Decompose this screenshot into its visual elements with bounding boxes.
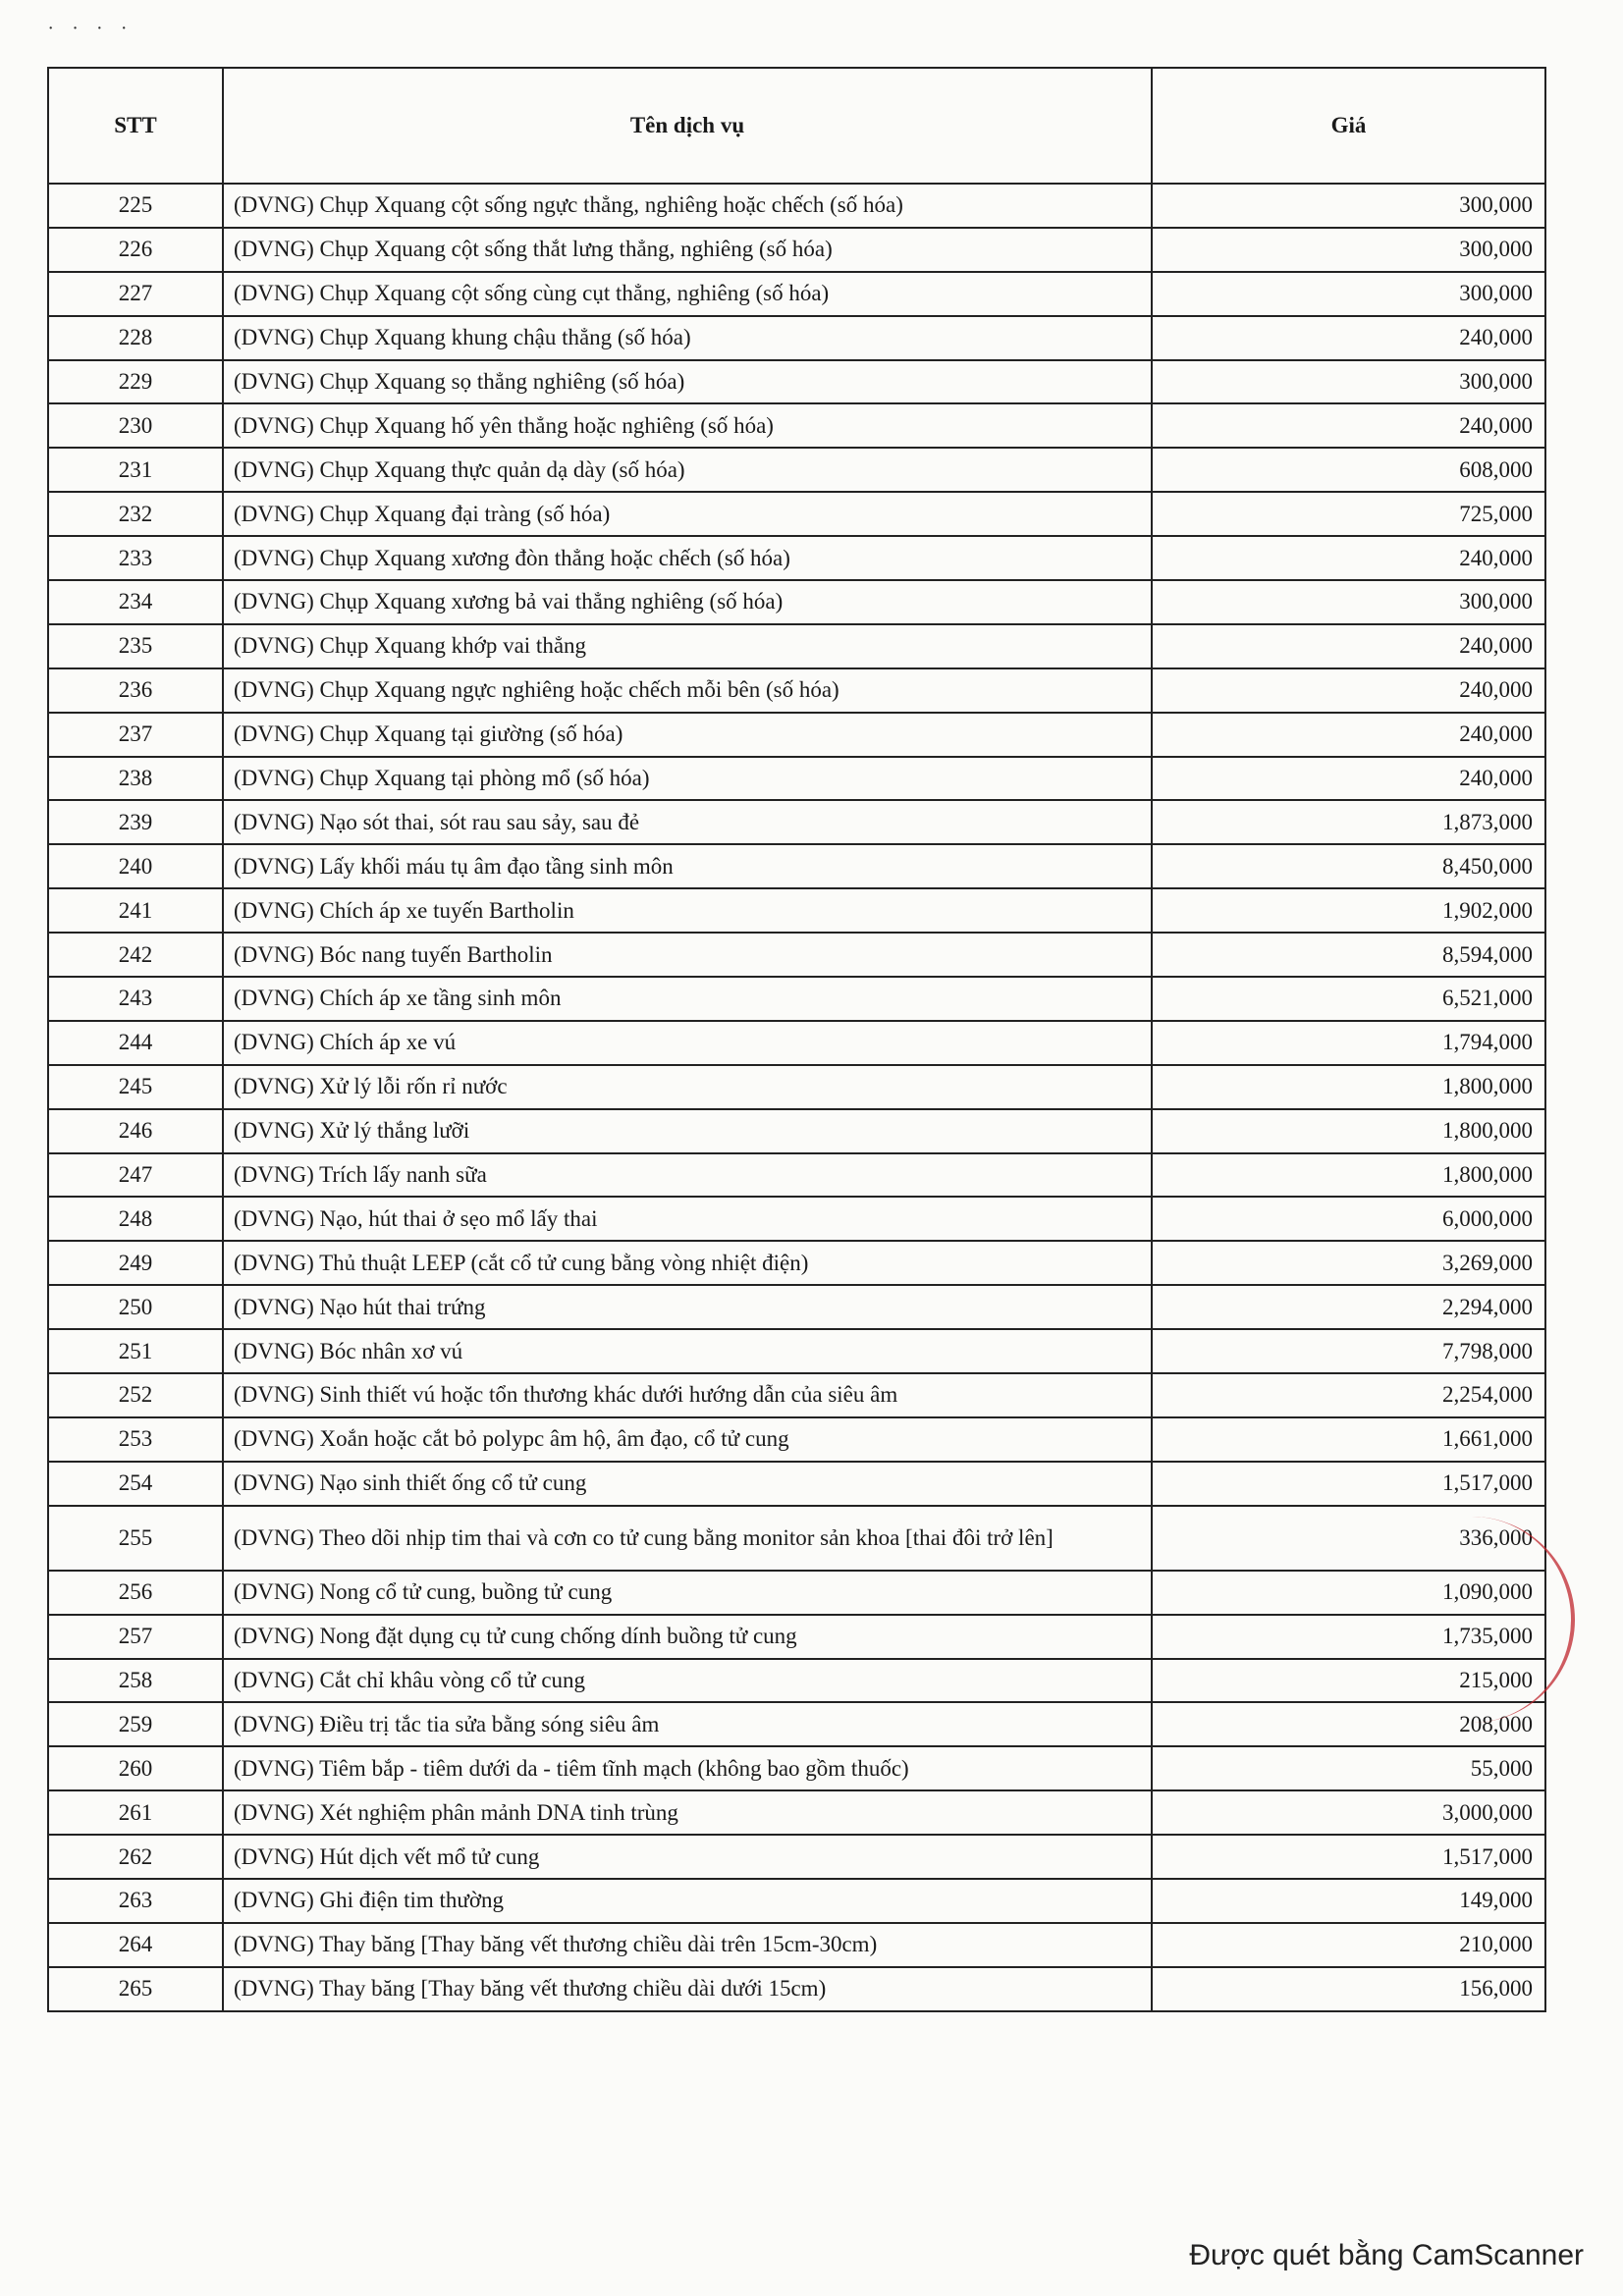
row-price: 8,450,000 xyxy=(1152,844,1545,888)
camscanner-watermark: Được quét bằng CamScanner xyxy=(1189,2239,1584,2271)
row-service-name: (DVNG) Chích áp xe tầng sinh môn xyxy=(223,977,1152,1021)
table-row xyxy=(48,448,1545,492)
row-price: 1,800,000 xyxy=(1152,1065,1545,1109)
row-service-name: (DVNG) Nạo sót thai, sót rau sau sảy, sau đẻ xyxy=(223,800,1152,844)
table-row xyxy=(48,624,1545,668)
table-row xyxy=(48,1373,1545,1417)
row-stt: 228 xyxy=(48,316,223,360)
table-row xyxy=(48,933,1545,977)
table-row xyxy=(48,1835,1545,1879)
row-stt: 264 xyxy=(48,1923,223,1967)
row-service-name: (DVNG) Điều trị tắc tia sửa bằng sóng siêu âm xyxy=(223,1702,1152,1746)
table-row xyxy=(48,1790,1545,1835)
row-service-name: (DVNG) Chụp Xquang thực quản dạ dày (số hóa) xyxy=(223,448,1152,492)
row-price: 3,269,000 xyxy=(1152,1241,1545,1285)
table-row xyxy=(48,713,1545,757)
row-service-name: (DVNG) Chụp Xquang tại giường (số hóa) xyxy=(223,713,1152,757)
table-row xyxy=(48,1571,1545,1615)
table-row xyxy=(48,888,1545,933)
table-row xyxy=(48,1329,1545,1373)
row-stt: 247 xyxy=(48,1153,223,1198)
table-row xyxy=(48,184,1545,228)
table-body xyxy=(48,184,1545,2011)
row-service-name: (DVNG) Ghi điện tim thường xyxy=(223,1879,1152,1923)
table-row xyxy=(48,1923,1545,1967)
row-price: 55,000 xyxy=(1152,1746,1545,1790)
row-service-name: (DVNG) Chích áp xe vú xyxy=(223,1021,1152,1065)
row-service-name: (DVNG) Bóc nhân xơ vú xyxy=(223,1329,1152,1373)
row-stt: 245 xyxy=(48,1065,223,1109)
row-service-name: (DVNG) Thay băng [Thay băng vết thương chiều dài dưới 15cm) xyxy=(223,1967,1152,2011)
row-stt: 225 xyxy=(48,184,223,228)
table-row xyxy=(48,1417,1545,1462)
row-stt: 240 xyxy=(48,844,223,888)
row-price: 725,000 xyxy=(1152,492,1545,536)
row-stt: 243 xyxy=(48,977,223,1021)
header-price: Giá xyxy=(1152,68,1545,184)
row-stt: 250 xyxy=(48,1285,223,1329)
row-price: 1,873,000 xyxy=(1152,800,1545,844)
row-service-name: (DVNG) Thay băng [Thay băng vết thương chiều dài trên 15cm-30cm) xyxy=(223,1923,1152,1967)
row-price: 7,798,000 xyxy=(1152,1329,1545,1373)
row-stt: 253 xyxy=(48,1417,223,1462)
row-price: 3,000,000 xyxy=(1152,1790,1545,1835)
row-stt: 248 xyxy=(48,1197,223,1241)
row-price: 240,000 xyxy=(1152,668,1545,713)
row-service-name: (DVNG) Xử lý lỗi rốn rỉ nước xyxy=(223,1065,1152,1109)
row-stt: 258 xyxy=(48,1659,223,1703)
table-row xyxy=(48,668,1545,713)
row-stt: 265 xyxy=(48,1967,223,2011)
row-stt: 254 xyxy=(48,1462,223,1506)
row-stt: 251 xyxy=(48,1329,223,1373)
row-stt: 262 xyxy=(48,1835,223,1879)
row-service-name: (DVNG) Chụp Xquang cột sống cùng cụt thẳng, nghiêng (số hóa) xyxy=(223,272,1152,316)
table-row xyxy=(48,228,1545,272)
row-stt: 236 xyxy=(48,668,223,713)
row-service-name: (DVNG) Theo dõi nhịp tim thai và cơn co tử cung bằng monitor sản khoa [thai đôi trở lên] xyxy=(223,1506,1152,1571)
row-stt: 255 xyxy=(48,1506,223,1571)
table-row xyxy=(48,492,1545,536)
row-stt: 226 xyxy=(48,228,223,272)
row-service-name: (DVNG) Chụp Xquang hố yên thẳng hoặc nghiêng (số hóa) xyxy=(223,403,1152,448)
row-price: 300,000 xyxy=(1152,580,1545,624)
row-stt: 260 xyxy=(48,1746,223,1790)
row-stt: 237 xyxy=(48,713,223,757)
row-stt: 241 xyxy=(48,888,223,933)
row-price: 1,735,000 xyxy=(1152,1615,1545,1659)
row-stt: 232 xyxy=(48,492,223,536)
row-service-name: (DVNG) Chụp Xquang sọ thẳng nghiêng (số hóa) xyxy=(223,360,1152,404)
header-stt: STT xyxy=(48,68,223,184)
row-service-name: (DVNG) Nạo, hút thai ở sẹo mổ lấy thai xyxy=(223,1197,1152,1241)
row-stt: 249 xyxy=(48,1241,223,1285)
table-header-row xyxy=(48,68,1545,184)
row-stt: 257 xyxy=(48,1615,223,1659)
red-stamp-mark xyxy=(1463,1517,1575,1723)
row-service-name: (DVNG) Xét nghiệm phân mảnh DNA tinh trùng xyxy=(223,1790,1152,1835)
row-stt: 230 xyxy=(48,403,223,448)
header-service-name: Tên dịch vụ xyxy=(223,68,1152,184)
row-service-name: (DVNG) Chụp Xquang cột sống thắt lưng thẳng, nghiêng (số hóa) xyxy=(223,228,1152,272)
table-row xyxy=(48,1021,1545,1065)
row-service-name: (DVNG) Tiêm bắp - tiêm dưới da - tiêm tĩnh mạch (không bao gồm thuốc) xyxy=(223,1746,1152,1790)
row-price: 300,000 xyxy=(1152,272,1545,316)
row-stt: 227 xyxy=(48,272,223,316)
row-price: 1,800,000 xyxy=(1152,1109,1545,1153)
table-row xyxy=(48,1659,1545,1703)
row-stt: 239 xyxy=(48,800,223,844)
row-price: 208,000 xyxy=(1152,1702,1545,1746)
row-price: 1,800,000 xyxy=(1152,1153,1545,1198)
table-row xyxy=(48,1241,1545,1285)
row-stt: 259 xyxy=(48,1702,223,1746)
table-row xyxy=(48,1109,1545,1153)
row-service-name: (DVNG) Chụp Xquang ngực nghiêng hoặc chếch mỗi bên (số hóa) xyxy=(223,668,1152,713)
row-price: 240,000 xyxy=(1152,624,1545,668)
row-price: 336,000 xyxy=(1152,1506,1545,1571)
row-price: 240,000 xyxy=(1152,403,1545,448)
row-service-name: (DVNG) Chụp Xquang cột sống ngực thẳng, nghiêng hoặc chếch (số hóa) xyxy=(223,184,1152,228)
table-row xyxy=(48,1285,1545,1329)
row-price: 210,000 xyxy=(1152,1923,1545,1967)
row-stt: 246 xyxy=(48,1109,223,1153)
table-row xyxy=(48,360,1545,404)
row-service-name: (DVNG) Thủ thuật LEEP (cắt cổ tử cung bằng vòng nhiệt điện) xyxy=(223,1241,1152,1285)
row-service-name: (DVNG) Nạo hút thai trứng xyxy=(223,1285,1152,1329)
table-row xyxy=(48,403,1545,448)
row-stt: 238 xyxy=(48,757,223,801)
row-stt: 234 xyxy=(48,580,223,624)
row-price: 1,517,000 xyxy=(1152,1462,1545,1506)
row-stt: 235 xyxy=(48,624,223,668)
row-price: 1,661,000 xyxy=(1152,1417,1545,1462)
row-stt: 261 xyxy=(48,1790,223,1835)
row-price: 6,000,000 xyxy=(1152,1197,1545,1241)
row-service-name: (DVNG) Chích áp xe tuyến Bartholin xyxy=(223,888,1152,933)
table-row xyxy=(48,1702,1545,1746)
row-service-name: (DVNG) Xử lý thắng lưỡi xyxy=(223,1109,1152,1153)
row-service-name: (DVNG) Bóc nang tuyến Bartholin xyxy=(223,933,1152,977)
table-row xyxy=(48,1506,1545,1571)
row-price: 1,517,000 xyxy=(1152,1835,1545,1879)
row-service-name: (DVNG) Nong cổ tử cung, buồng tử cung xyxy=(223,1571,1152,1615)
row-service-name: (DVNG) Xoắn hoặc cắt bỏ polypc âm hộ, âm đạo, cổ tử cung xyxy=(223,1417,1152,1462)
row-price: 608,000 xyxy=(1152,448,1545,492)
table-row xyxy=(48,757,1545,801)
table-row xyxy=(48,272,1545,316)
row-stt: 263 xyxy=(48,1879,223,1923)
row-service-name: (DVNG) Chụp Xquang khớp vai thẳng xyxy=(223,624,1152,668)
table-row xyxy=(48,977,1545,1021)
table-row xyxy=(48,1746,1545,1790)
table-row xyxy=(48,844,1545,888)
row-service-name: (DVNG) Hút dịch vết mổ tử cung xyxy=(223,1835,1152,1879)
row-stt: 231 xyxy=(48,448,223,492)
row-price: 240,000 xyxy=(1152,713,1545,757)
row-price: 240,000 xyxy=(1152,316,1545,360)
row-price: 240,000 xyxy=(1152,757,1545,801)
row-price: 300,000 xyxy=(1152,360,1545,404)
price-table xyxy=(47,67,1546,2012)
table-row xyxy=(48,1967,1545,2011)
row-stt: 252 xyxy=(48,1373,223,1417)
row-service-name: (DVNG) Nạo sinh thiết ống cổ tử cung xyxy=(223,1462,1152,1506)
row-price: 240,000 xyxy=(1152,536,1545,580)
table-row xyxy=(48,1065,1545,1109)
row-price: 2,254,000 xyxy=(1152,1373,1545,1417)
table-row xyxy=(48,800,1545,844)
row-price: 6,521,000 xyxy=(1152,977,1545,1021)
table-row xyxy=(48,1615,1545,1659)
row-price: 2,294,000 xyxy=(1152,1285,1545,1329)
table-row xyxy=(48,1197,1545,1241)
row-price: 156,000 xyxy=(1152,1967,1545,2011)
row-stt: 233 xyxy=(48,536,223,580)
row-service-name: (DVNG) Cắt chỉ khâu vòng cổ tử cung xyxy=(223,1659,1152,1703)
row-stt: 242 xyxy=(48,933,223,977)
row-service-name: (DVNG) Sinh thiết vú hoặc tổn thương khác dưới hướng dẫn của siêu âm xyxy=(223,1373,1152,1417)
table-row xyxy=(48,316,1545,360)
row-price: 300,000 xyxy=(1152,184,1545,228)
table-row xyxy=(48,536,1545,580)
row-stt: 256 xyxy=(48,1571,223,1615)
row-price: 1,090,000 xyxy=(1152,1571,1545,1615)
scan-specks: ˙ ˙ ˙ ˙ xyxy=(47,22,134,46)
row-service-name: (DVNG) Chụp Xquang xương bả vai thẳng nghiêng (số hóa) xyxy=(223,580,1152,624)
row-stt: 229 xyxy=(48,360,223,404)
row-price: 149,000 xyxy=(1152,1879,1545,1923)
row-price: 215,000 xyxy=(1152,1659,1545,1703)
row-service-name: (DVNG) Trích lấy nanh sữa xyxy=(223,1153,1152,1198)
table-row xyxy=(48,1879,1545,1923)
row-stt: 244 xyxy=(48,1021,223,1065)
row-service-name: (DVNG) Chụp Xquang khung chậu thẳng (số hóa) xyxy=(223,316,1152,360)
table-row xyxy=(48,580,1545,624)
row-service-name: (DVNG) Chụp Xquang xương đòn thẳng hoặc chếch (số hóa) xyxy=(223,536,1152,580)
table-row xyxy=(48,1153,1545,1198)
row-service-name: (DVNG) Chụp Xquang đại tràng (số hóa) xyxy=(223,492,1152,536)
row-service-name: (DVNG) Chụp Xquang tại phòng mổ (số hóa) xyxy=(223,757,1152,801)
row-price: 1,794,000 xyxy=(1152,1021,1545,1065)
row-service-name: (DVNG) Lấy khối máu tụ âm đạo tầng sinh môn xyxy=(223,844,1152,888)
row-service-name: (DVNG) Nong đặt dụng cụ tử cung chống dính buồng tử cung xyxy=(223,1615,1152,1659)
row-price: 1,902,000 xyxy=(1152,888,1545,933)
row-price: 8,594,000 xyxy=(1152,933,1545,977)
table-row xyxy=(48,1462,1545,1506)
row-price: 300,000 xyxy=(1152,228,1545,272)
